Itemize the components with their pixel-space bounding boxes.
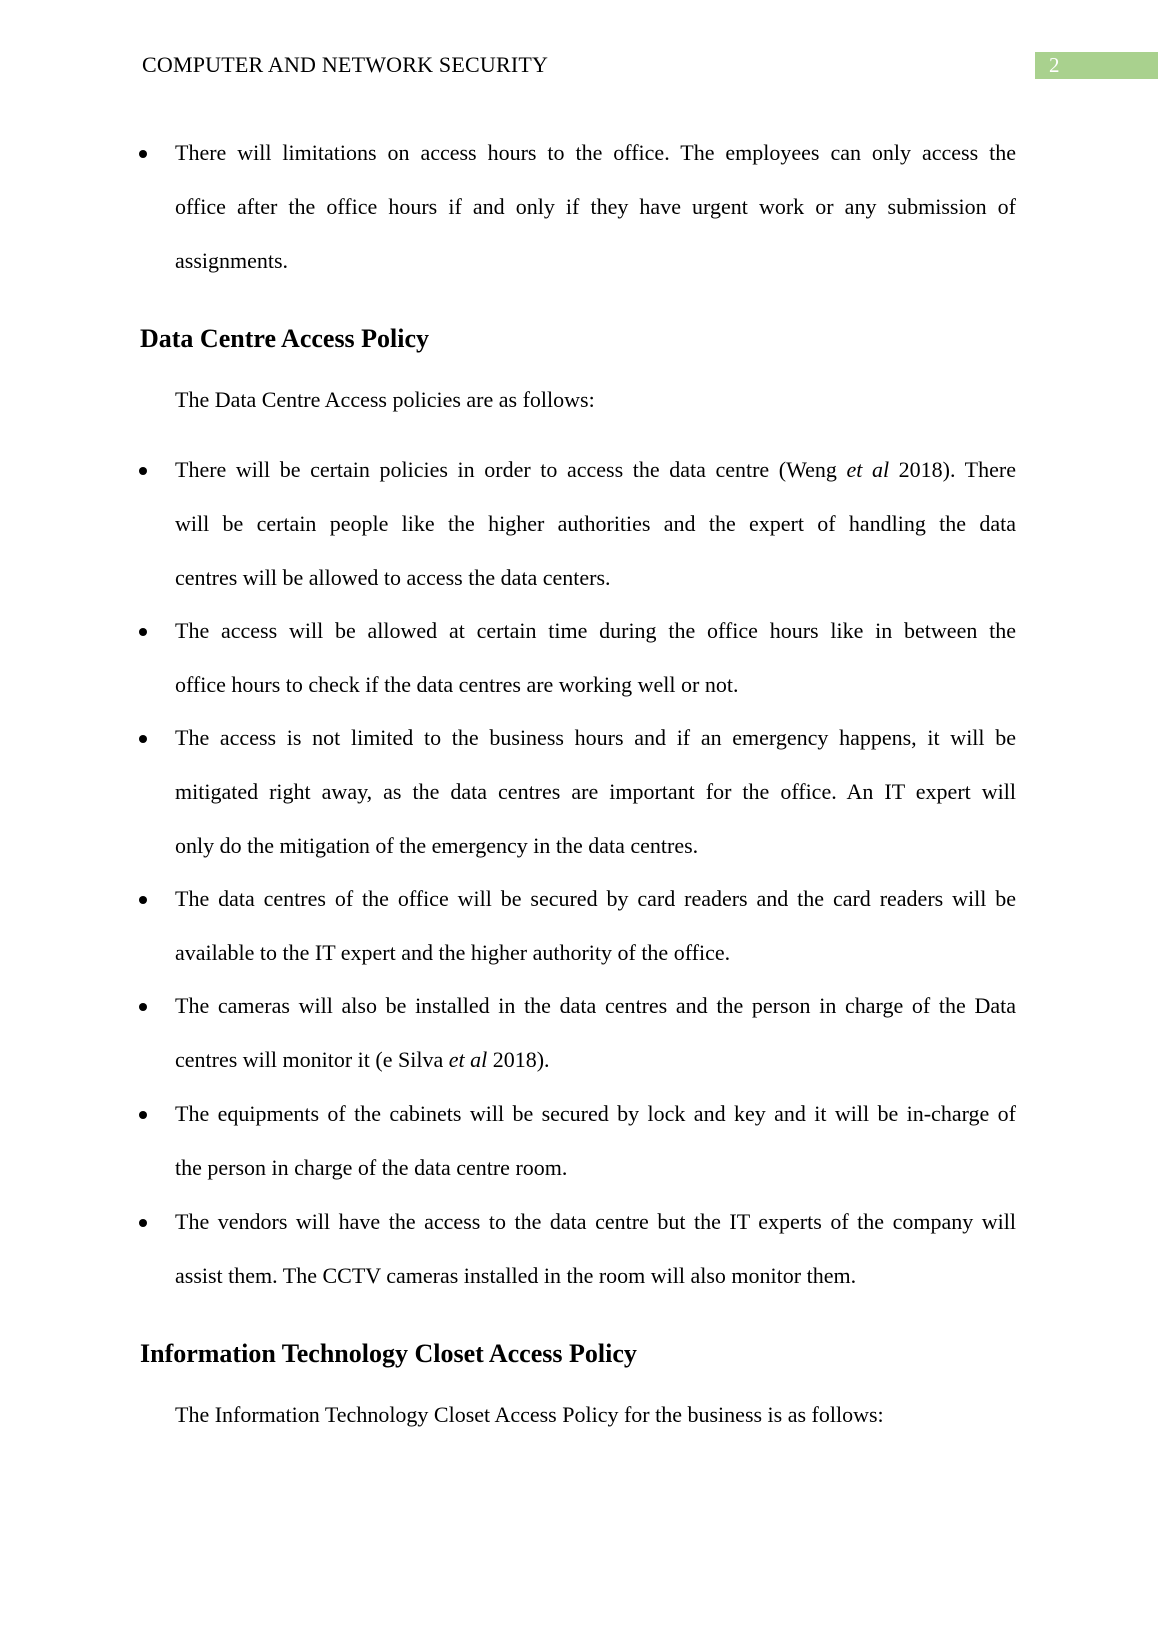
bullet-text	[175, 711, 1016, 873]
bullet-icon	[139, 1219, 147, 1227]
bullet-text	[175, 979, 1016, 1087]
text-line: will be certain people like the higher authorities and the expert of handling the data	[175, 511, 1016, 536]
text-line: the person in charge of the data centre room.	[175, 1155, 568, 1180]
text-line: The access is not limited to the business hours and if an emergency happens, it will be	[175, 725, 1016, 750]
bullet-text	[175, 604, 1016, 712]
text-line: only do the mitigation of the emergency in the data centres.	[175, 833, 699, 858]
bullet-text	[175, 126, 1016, 288]
bullet-text	[175, 872, 1016, 980]
bullet-icon	[139, 1111, 147, 1119]
text-line: The cameras will also be installed in the data centres and the person in charge of the Data	[175, 993, 1016, 1018]
text-line: There will limitations on access hours to the office. The employees can only access the	[175, 140, 1016, 165]
text-line: assignments.	[175, 248, 289, 273]
text-line: office hours to check if the data centres are working well or not.	[175, 672, 739, 697]
bullet-icon	[139, 150, 147, 158]
page-number: 2	[1049, 53, 1060, 77]
text-line: assist them. The CCTV cameras installed in the room will also monitor them.	[175, 1263, 857, 1288]
bullet-icon	[139, 1003, 147, 1011]
text-line: The vendors will have the access to the data centre but the IT experts of the company will	[175, 1209, 1016, 1234]
page-number-badge	[1035, 52, 1158, 79]
bullet-icon	[139, 467, 147, 475]
bullet-icon	[139, 628, 147, 636]
text-line: mitigated right away, as the data centres are important for the office. An IT expert will	[175, 779, 1016, 804]
bullet-text	[175, 1087, 1016, 1195]
text-line: centres will monitor it (e Silva et al 2018).	[175, 1047, 550, 1072]
text-line: centres will be allowed to access the data centers.	[175, 565, 611, 590]
text-line: office after the office hours if and only if they have urgent work or any submission of	[175, 194, 1016, 219]
bullet-text	[175, 1195, 1016, 1303]
text-line: available to the IT expert and the higher authority of the office.	[175, 940, 731, 965]
section-intro-data-centre: The Data Centre Access policies are as follows:	[175, 387, 595, 412]
bullet-icon	[139, 896, 147, 904]
section-heading-it-closet: Information Technology Closet Access Policy	[140, 1339, 637, 1368]
bullet-icon	[139, 735, 147, 743]
section-intro-it-closet: The Information Technology Closet Access Policy for the business is as follows:	[175, 1402, 884, 1427]
text-line: The access will be allowed at certain time during the office hours like in between the	[175, 618, 1016, 643]
text-line: The equipments of the cabinets will be secured by lock and key and it will be in-charge of	[175, 1101, 1016, 1126]
section-heading-data-centre: Data Centre Access Policy	[140, 324, 430, 353]
text-line: The data centres of the office will be secured by card readers and the card readers will be	[175, 886, 1016, 911]
header-title: COMPUTER AND NETWORK SECURITY	[142, 52, 549, 77]
bullet-text	[175, 443, 1016, 605]
text-line: There will be certain policies in order to access the data centre (Weng et al 2018). There	[175, 457, 1016, 482]
